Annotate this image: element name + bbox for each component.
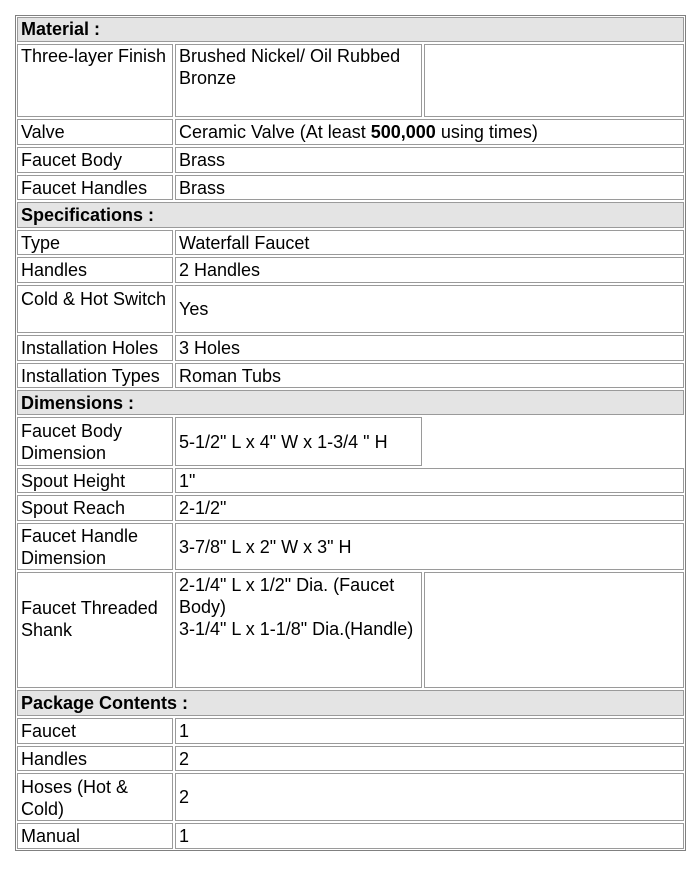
handles-label: Handles — [17, 257, 173, 283]
valve-bold-count: 500,000 — [370, 122, 436, 142]
package-handles-label: Handles — [17, 746, 173, 771]
switch-label: Cold & Hot Switch — [17, 285, 173, 333]
installation-types-label: Installation Types — [17, 363, 173, 388]
package-hoses-label: Hoses (Hot & Cold) — [17, 773, 173, 821]
package-manual-label: Manual — [17, 823, 173, 849]
installation-types-value: Roman Tubs — [175, 363, 684, 388]
installation-holes-label: Installation Holes — [17, 335, 173, 361]
body-dimension-value: 5-1/2" L x 4" W x 1-3/4 " H — [175, 417, 422, 466]
package-manual-value: 1 — [175, 823, 684, 849]
spout-height-value: 1" — [175, 468, 684, 493]
package-faucet-label: Faucet — [17, 718, 173, 744]
package-handles-value: 2 — [175, 746, 684, 771]
package-header: Package Contents : — [17, 690, 684, 716]
handle-dimension-label: Faucet Handle Dimension — [17, 523, 173, 570]
finish-label: Three-layer Finish — [17, 44, 173, 117]
type-value: Waterfall Faucet — [175, 230, 684, 255]
package-faucet-value: 1 — [175, 718, 684, 744]
faucet-body-value: Brass — [175, 147, 684, 173]
specifications-header: Specifications : — [17, 202, 684, 228]
installation-holes-value: 3 Holes — [175, 335, 684, 361]
package-hoses-value: 2 — [175, 773, 684, 821]
threaded-shank-label — [17, 572, 173, 688]
type-label: Type — [17, 230, 173, 255]
valve-prefix: Ceramic Valve (At least — [179, 122, 371, 142]
threaded-shank-empty-cell — [424, 572, 684, 688]
threaded-shank-body: 2-1/4" L x 1/2" Dia. (Faucet Body) — [179, 575, 395, 617]
body-dimension-label: Faucet Body Dimension — [17, 417, 173, 466]
threaded-shank-value — [175, 572, 422, 688]
material-header: Material : — [17, 17, 684, 42]
valve-suffix: using times) — [435, 122, 538, 142]
spout-reach-label: Spout Reach — [17, 495, 173, 521]
faucet-body-label: Faucet Body — [17, 147, 173, 173]
dimensions-header: Dimensions : — [17, 390, 684, 415]
faucet-handles-label: Faucet Handles — [17, 175, 173, 200]
spout-height-label: Spout Height — [17, 468, 173, 493]
threaded-shank-label-text: Faucet Threaded Shank — [21, 598, 158, 640]
threaded-shank-handle: 3-1/4" L x 1-1/8" Dia.(Handle) — [179, 619, 414, 639]
faucet-handles-value: Brass — [175, 175, 684, 200]
handle-dimension-value: 3-7/8" L x 2" W x 3" H — [175, 523, 684, 570]
switch-value: Yes — [175, 285, 684, 333]
handles-value: 2 Handles — [175, 257, 684, 283]
spout-reach-value: 2-1/2" — [175, 495, 684, 521]
finish-value: Brushed Nickel/ Oil Rubbed Bronze — [175, 44, 422, 117]
finish-empty-cell — [424, 44, 684, 117]
valve-value — [175, 119, 684, 145]
valve-label: Valve — [17, 119, 173, 145]
